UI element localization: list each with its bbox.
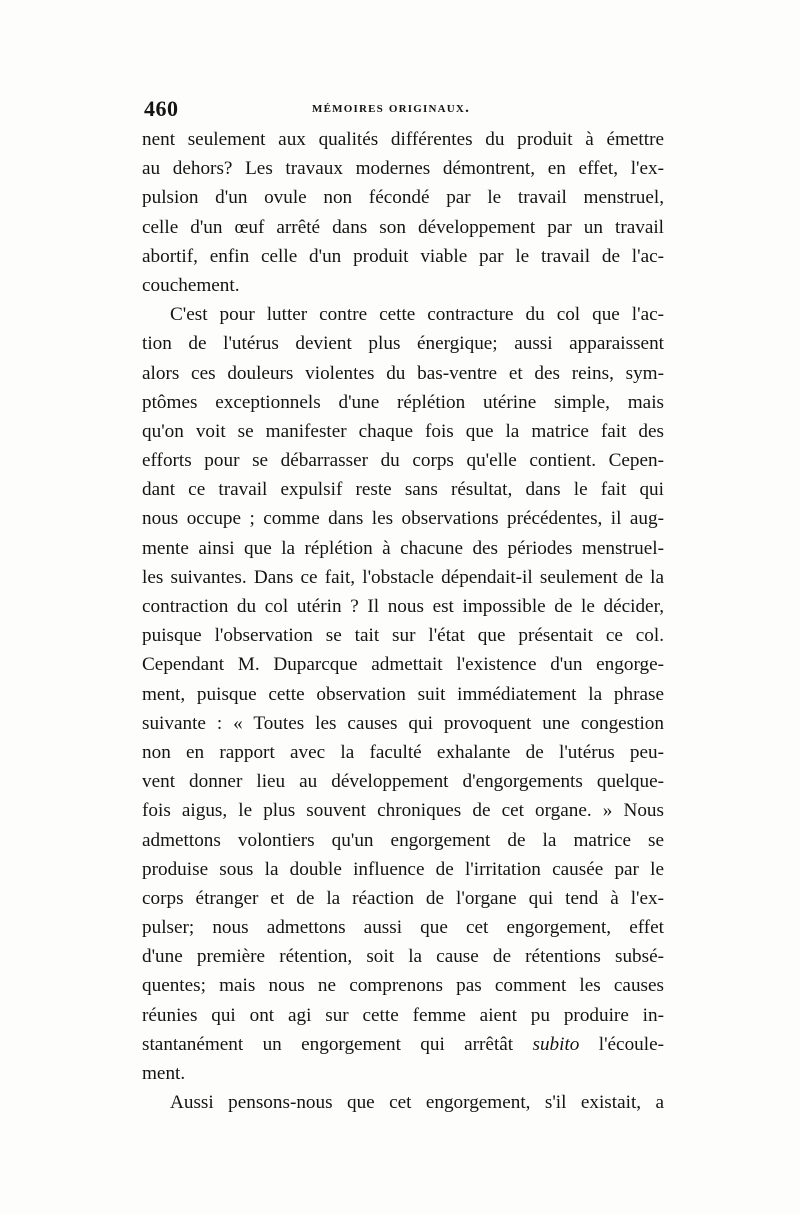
- text-line: qu'on voit se manifester chaque fois que la matrice fait des: [142, 420, 664, 442]
- paragraph-1: [142, 125, 664, 300]
- text-line: Aussi pensons-nous que cet engorgement, s'il existait, a: [170, 1092, 664, 1114]
- text-fragment: l'écoule-: [579, 1033, 664, 1055]
- paragraph-3: [142, 1088, 664, 1117]
- text-line: dant ce travail expulsif reste sans résultat, dans le fait qui: [142, 479, 664, 501]
- text-line: C'est pour lutter contre cette contracture du col que l'ac-: [170, 304, 664, 326]
- text-line: d'une première rétention, soit la cause de rétentions subsé-: [142, 946, 664, 968]
- running-head: mémoires originaux.: [312, 100, 471, 116]
- text-line: alors ces douleurs violentes du bas-ventre et des reins, sym-: [142, 362, 664, 384]
- text-line: couchement.: [142, 274, 240, 296]
- text-line: corps étranger et de la réaction de l'organe qui tend à l'ex-: [142, 887, 664, 909]
- text-line: pulsion d'un ovule non fécondé par le travail menstruel,: [142, 187, 664, 209]
- text-line: les suivantes. Dans ce fait, l'obstacle dépendait-il seulement de la: [142, 566, 664, 588]
- text-line: tion de l'utérus devient plus énergique; aussi apparaissent: [142, 333, 664, 355]
- text-line-with-italic: [142, 1030, 664, 1059]
- text-line: admettons volontiers qu'un engorgement de la matrice se: [142, 829, 664, 851]
- text-line: contraction du col utérin ? Il nous est impossible de le décider,: [142, 596, 664, 617]
- text-line: puisque l'observation se tait sur l'état que présentait ce col.: [142, 625, 664, 647]
- text-line: abortif, enfin celle d'un produit viable par le travail de l'ac-: [142, 245, 664, 267]
- text-line: efforts pour se débarrasser du corps qu'elle contient. Cepen-: [142, 450, 664, 472]
- text-line: non en rapport avec la faculté exhalante de l'utérus peu-: [142, 741, 664, 763]
- italic-word: subito: [532, 1033, 580, 1055]
- text-line: au dehors? Les travaux modernes démontrent, en effet, l'ex-: [142, 158, 664, 180]
- text-fragment: stantanément un engorgement qui arrêtât: [142, 1033, 533, 1055]
- text-line: suivante : « Toutes les causes qui provoquent une congestion: [142, 712, 664, 734]
- text-line: réunies qui ont agi sur cette femme aient pu produire in-: [142, 1004, 664, 1026]
- page-number: 460: [144, 96, 179, 121]
- text-line: ment, puisque cette observation suit immédiatement la phrase: [142, 683, 664, 705]
- body-text: [142, 125, 664, 1117]
- text-line: ptômes exceptionnels d'une réplétion utérine simple, mais: [142, 391, 664, 413]
- text-line: nent seulement aux qualités différentes du produit à émettre: [142, 129, 664, 150]
- text-line: quentes; mais nous ne comprenons pas comment les causes: [142, 975, 664, 997]
- text-line: mente ainsi que la réplétion à chacune des périodes menstruel-: [142, 537, 664, 559]
- text-line: produise sous la double influence de l'irritation causée par le: [142, 858, 664, 880]
- paragraph-2: [142, 300, 664, 1088]
- text-line: nous occupe ; comme dans les observations précédentes, il aug-: [142, 508, 664, 530]
- text-line: Cependant M. Duparcque admettait l'existence d'un engorge-: [142, 654, 664, 676]
- text-line: celle d'un œuf arrêté dans son développement par un travail: [142, 216, 664, 238]
- text-line: fois aigus, le plus souvent chroniques de cet organe. » Nous: [142, 800, 664, 822]
- page-header: [142, 96, 662, 126]
- text-line: vent donner lieu au développement d'engorgements quelque-: [142, 771, 664, 793]
- text-line: ment.: [142, 1063, 186, 1084]
- text-line: pulser; nous admettons aussi que cet engorgement, effet: [142, 917, 664, 939]
